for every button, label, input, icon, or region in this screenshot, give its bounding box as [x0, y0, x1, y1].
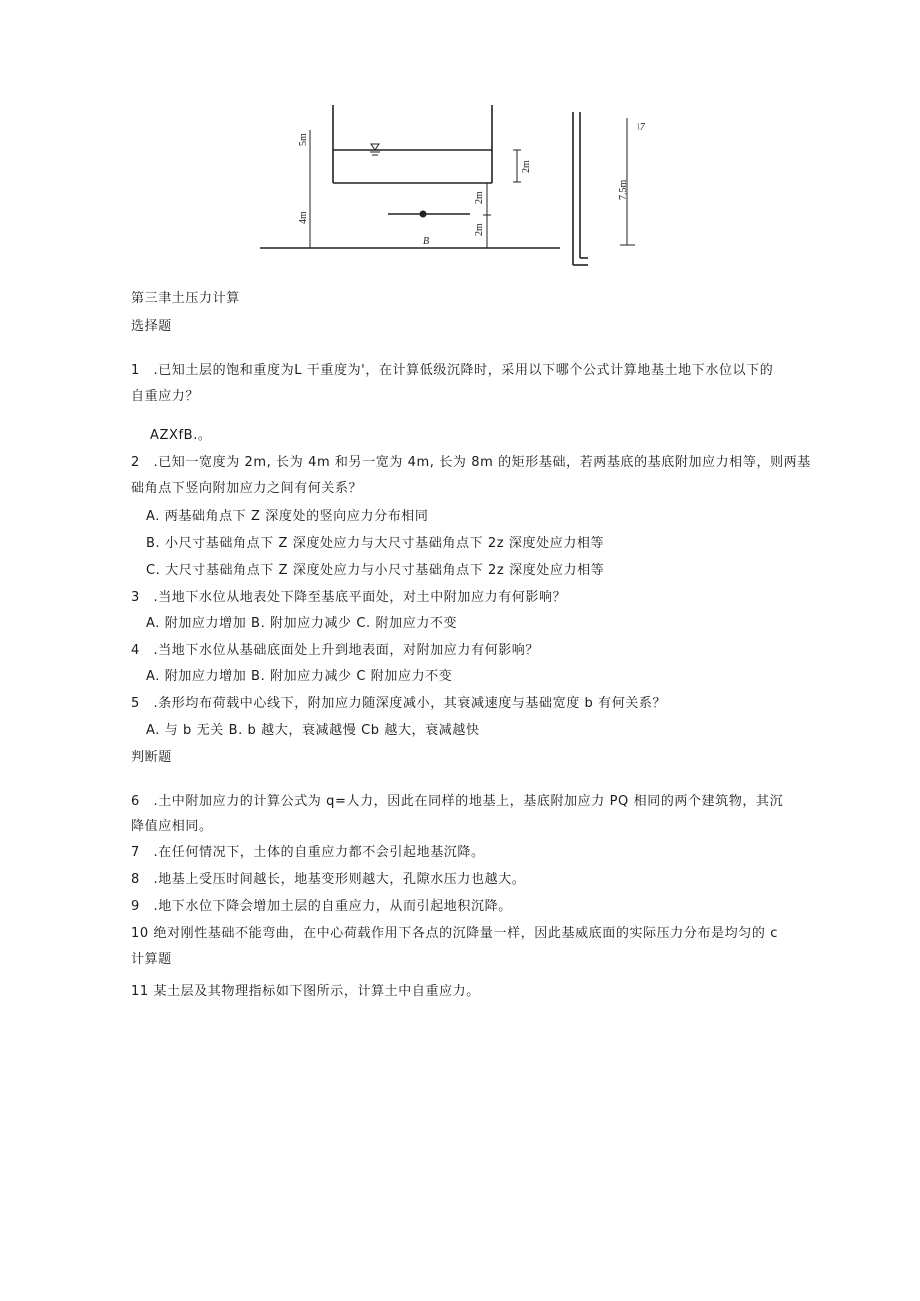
choice-heading: 选择题 — [131, 319, 172, 334]
question-7-line-1: 7 .在任何情况下，土体的自重应力都不会引起地基沉降。 — [131, 845, 485, 860]
judge-heading: 判断题 — [131, 750, 172, 765]
figure-label-depth-top: 5m — [298, 133, 309, 146]
question-5-line-1: 5 .条形均布荷载中心线下，附加应力随深度减小，其衰减速度与基础宽度 b 有何关系？ — [131, 696, 667, 711]
question-2-option-a: A. 两基础角点下 Z 深度处的竖向应力分布相同 — [146, 509, 429, 524]
question-3-options: A. 附加应力增加 B. 附加应力减少 C. 附加应力不变 — [146, 616, 458, 631]
figure-label-mid-lower: 2m — [474, 223, 485, 236]
question-4-options: A. 附加应力增加 B. 附加应力减少 C 附加应力不变 — [146, 669, 453, 684]
figure-label-base: B — [423, 236, 430, 247]
question-2-line-1: 2 .已知一宽度为 2m, 长为 4m 和另一宽为 4m, 长为 8m 的矩形基础，若两基底的基底附加应力相等，则两基 — [131, 455, 811, 470]
question-3-line-1: 3 .当地下水位从地表处下降至基底平面处，对土中附加应力有何影响？ — [131, 590, 567, 605]
question-11-line-1: 11 某土层及其物理指标如下图所示，计算土中自重应力。 — [131, 984, 480, 999]
question-4-line-1: 4 .当地下水位从基础底面处上升到地表面，对附加应力有何影响？ — [131, 643, 540, 658]
figure-label-corner: \7 — [637, 122, 645, 133]
question-5-options: A. 与 b 无关 B. b 越大，衰减越慢 Cb 越大，衰减越快 — [146, 723, 480, 738]
figure-label-mid-upper: 2m — [474, 191, 485, 204]
figure-label-total: 7.5m — [618, 179, 629, 200]
soil-profile-figure — [255, 100, 675, 275]
question-2-line-2: 础角点下竖向附加应力之间有何关系？ — [131, 481, 363, 496]
question-8-line-1: 8 .地基上受压时间越长，地基变形则越大，孔隙水压力也越大。 — [131, 872, 526, 887]
question-6-line-1: 6 .土中附加应力的计算公式为 q=人力，因此在同样的地基上，基底附加应力 PQ 相同的两个建筑物，其沉 — [131, 794, 784, 809]
question-1-options: AZXfB.。 — [150, 428, 212, 443]
question-6-line-2: 降值应相同。 — [131, 819, 213, 834]
question-9-line-1: 9 .地下水位下降会增加土层的自重应力，从而引起地积沉降。 — [131, 899, 512, 914]
section-title: 第三聿土压力计算 — [131, 291, 240, 306]
question-2-option-c: C. 大尺寸基础角点下 Z 深度处应力与小尺寸基础角点下 2z 深度处应力相等 — [146, 563, 605, 578]
question-2-option-b: B. 小尺寸基础角点下 Z 深度处应力与大尺寸基础角点下 2z 深度处应力相等 — [146, 536, 605, 551]
question-10-line-1: 10 绝对刚性基础不能弯曲，在中心荷载作用下各点的沉降量一样，因此基威底面的实际压力分布是均匀的 c — [131, 926, 778, 941]
question-1-line-2: 自重应力？ — [131, 389, 200, 404]
question-1-line-1: 1 .已知土层的饱和重度为L 干重度为'，在计算低级沉降时，采用以下哪个公式计算地基土地下水位以下的 — [131, 363, 774, 378]
calc-heading: 计算题 — [131, 952, 172, 967]
figure-label-right-2m: 2m — [521, 160, 532, 173]
figure-label-depth-bottom: 4m — [298, 211, 309, 224]
